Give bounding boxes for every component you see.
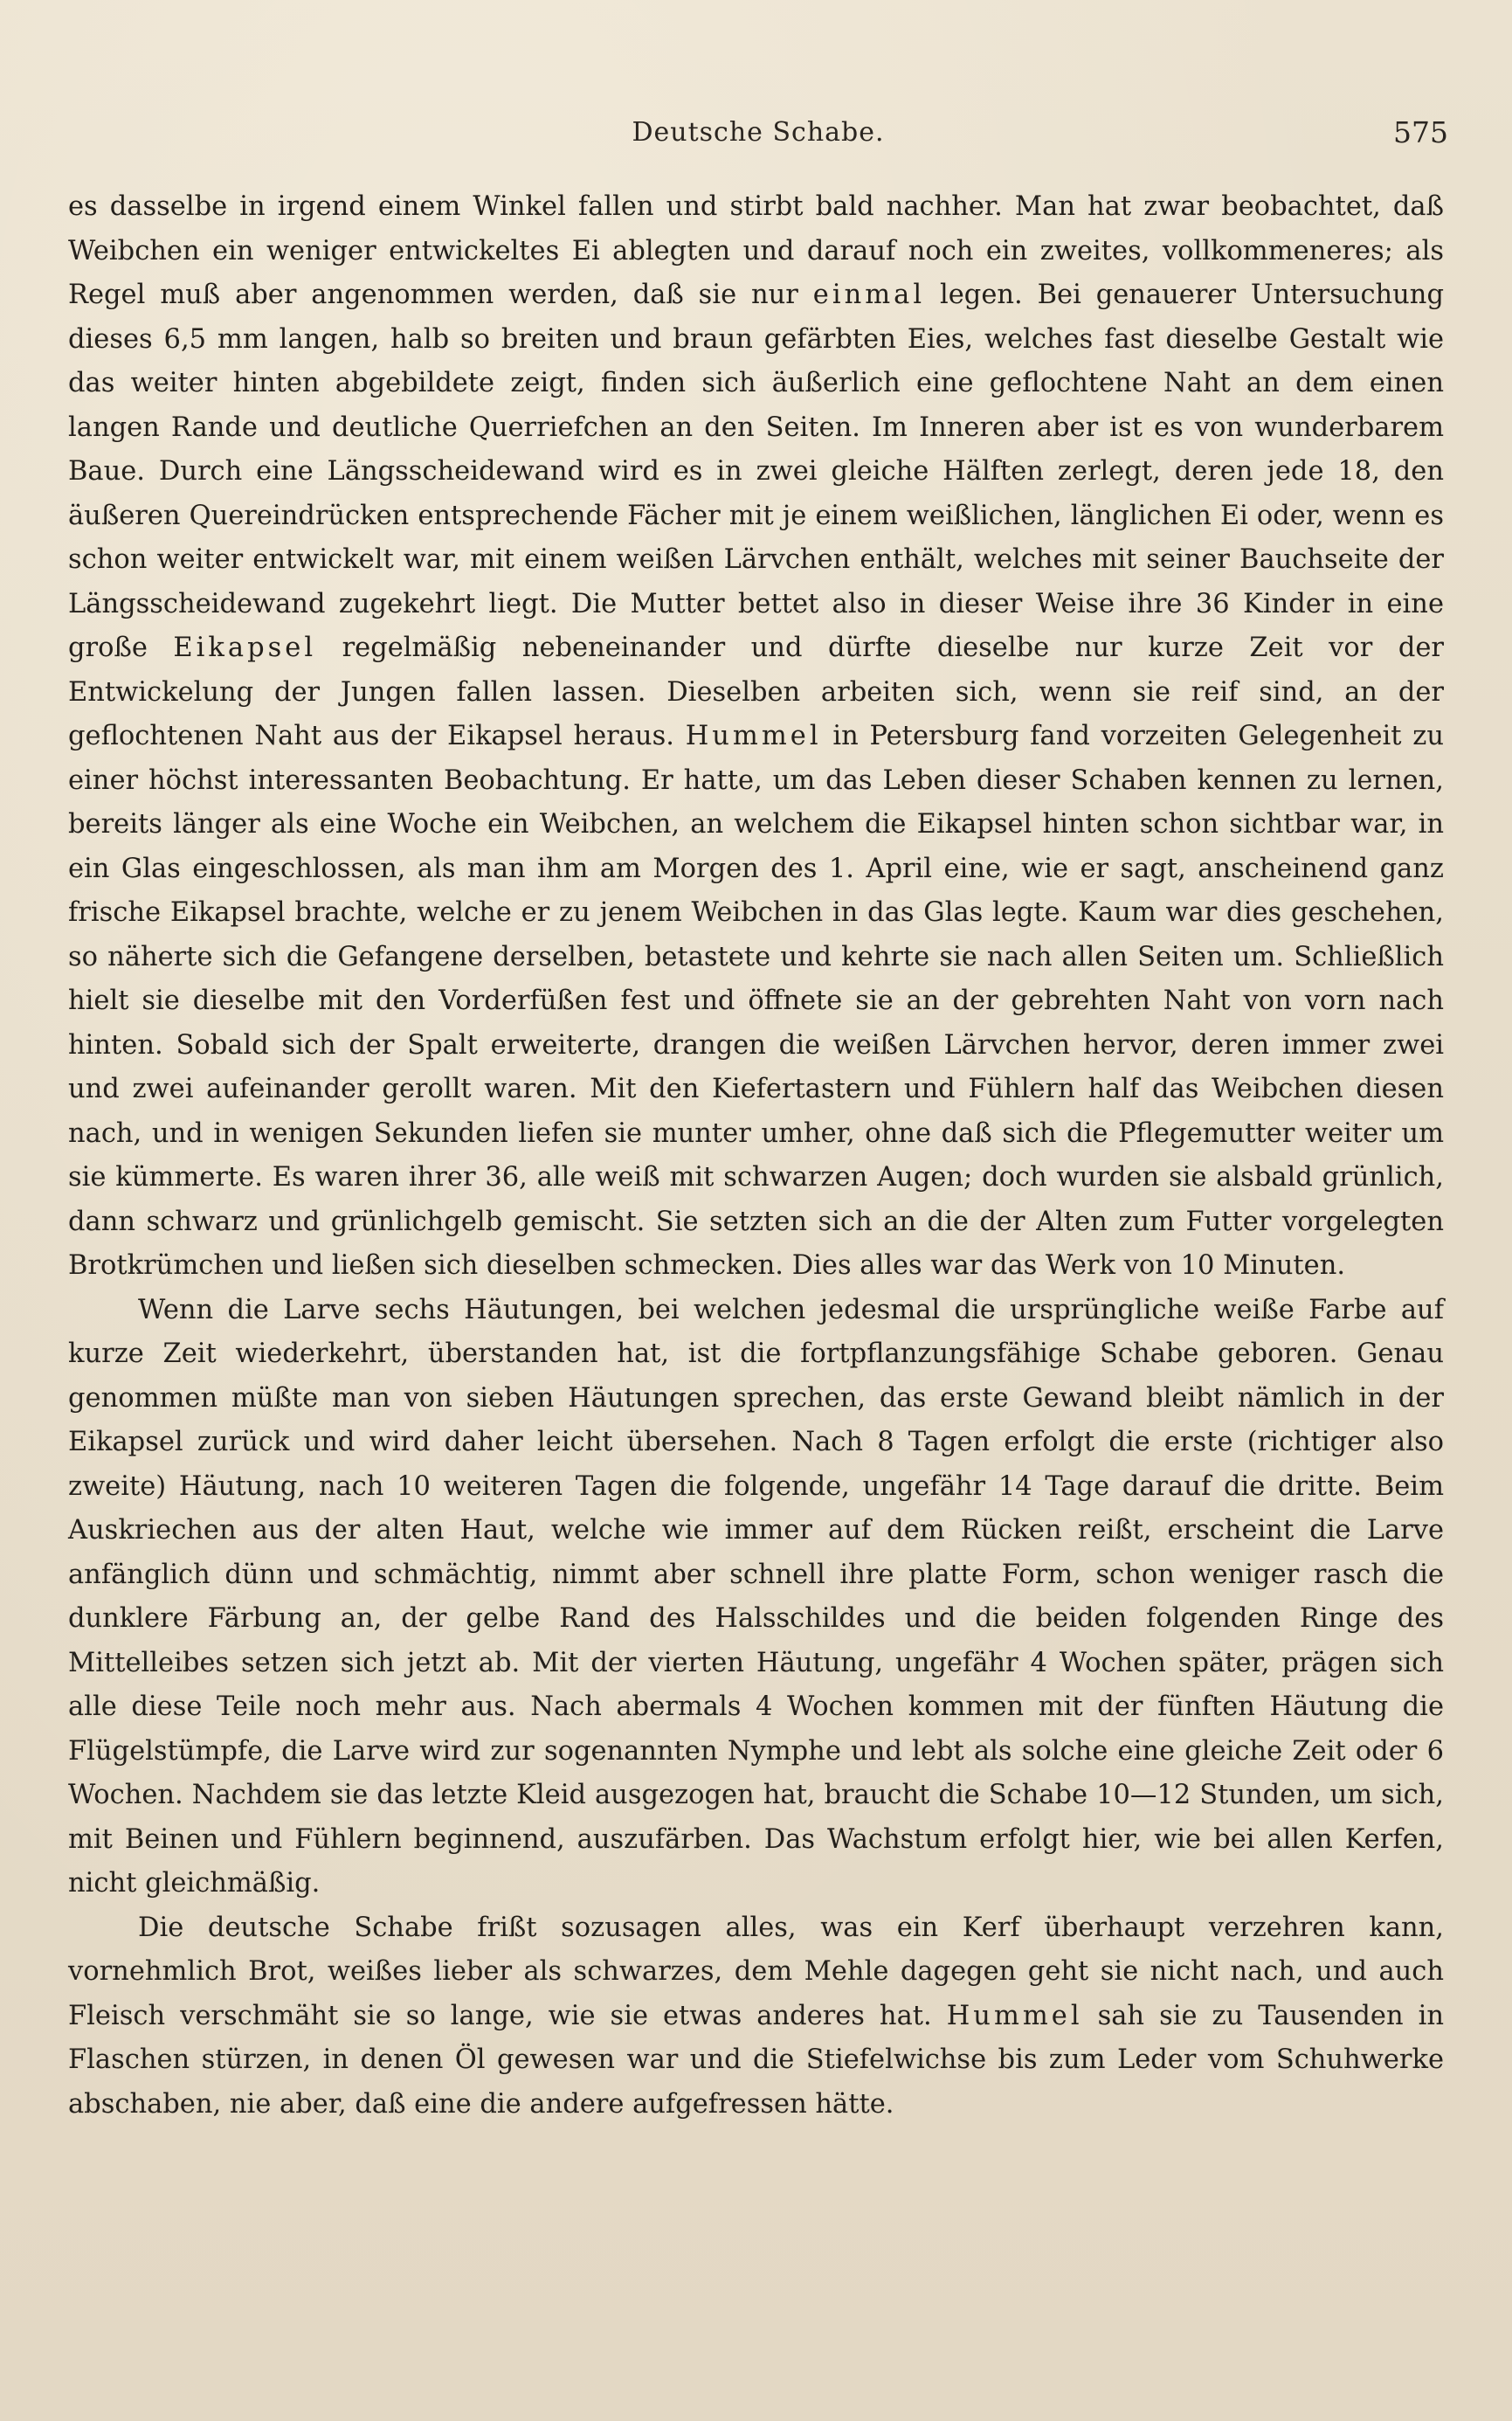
text-run: regelmäßig nebeneinander und dürfte dieselbe nur kurze Zeit vor der Entwickelung der Jungen fallen lassen. Dieselben arbeiten sich, wenn sie reif sind, an der geflochtenen Naht aus der Eikapsel heraus.: [68, 633, 1444, 751]
running-title: Deutsche Schabe.: [632, 117, 885, 148]
paragraph-1: [68, 185, 1444, 1289]
body-text: [68, 185, 1444, 2127]
paragraph-3: [68, 1906, 1444, 2127]
page-number: 575: [1393, 115, 1448, 149]
emphasized-text: Hummel: [685, 721, 822, 751]
paragraph-2: [68, 1289, 1444, 1906]
text-run: Wenn die Larve sechs Häutungen, bei welchen jedesmal die ursprüngliche weiße Farbe auf kurze Zeit wiederkehrt, überstanden hat, ist die fortpflanzungsfähige Schabe geboren. Genau genommen müßte man von sieben Häutungen sprechen, das erste Gewand bleibt nämlich in der Eikapsel zurück und wird daher leicht übersehen. Nach 8 Tagen erfolgt die erste (richtiger also zweite) Häutung, nach 10 weiteren Tagen die folgende, ungefähr 14 Tage darauf die dritte. Beim Auskriechen aus der alten Haut, welche wie immer auf dem Rücken reißt, erscheint die Larve anfänglich dünn und schmächtig, nimmt aber schnell ihre platte Form, schon weniger rasch die dunklere Färbung an, der gelbe Rand des Halsschildes und die beiden folgenden Ringe des Mittelleibes setzen sich jetzt ab. Mit der vierten Häutung, ungefähr 4 Wochen später, prägen sich alle diese Teile noch mehr aus. Nach abermals 4 Wochen kommen mit der fünften Häutung die Flügelstümpfe, die Larve wird zur sogenannten Nymphe und lebt als solche eine gleiche Zeit oder 6 Wochen. Nachdem sie das letzte Kleid ausgezogen hat, braucht die Schabe 10—12 Stunden, um sich, mit Beinen und Fühlern beginnend, auszufärben. Das Wachstum erfolgt hier, wie bei allen Kerfen, nicht gleichmäßig.: [68, 1294, 1444, 1899]
page-header: [68, 112, 1448, 156]
text-run: es dasselbe in irgend einem Winkel fallen und stirbt bald nachher. Man hat zwar beobachtet, daß Weibchen ein weniger entwickeltes Ei ablegten und darauf noch ein zweites, vollkommeneres; als Regel muß aber angenommen werden, daß sie nur: [68, 191, 1444, 310]
emphasized-text: einmal: [812, 280, 926, 310]
emphasized-text: Eikapsel: [173, 633, 317, 663]
emphasized-text: Hummel: [946, 2000, 1083, 2031]
text-run: sah sie zu Tausenden in Flaschen stürzen, in denen Öl gewesen war und die Stiefelwichse bis zum Leder vom Schuhwerke abschaben, nie aber, daß eine die andere aufgefressen hätte.: [68, 2000, 1444, 2120]
text-run: legen. Bei genauerer Untersuchung dieses 6,5 mm langen, halb so breiten und braun gefärbten Eies, welches fast dieselbe Gestalt wie das weiter hinten abgebildete zeigt, finden sich äußerlich eine geflochtene Naht an dem einen langen Rande und deutliche Querriefchen an den Seiten. Im Inneren aber ist es von wunderbarem Baue. Durch eine Längsscheidewand wird es in zwei gleiche Hälften zerlegt, deren jede 18, den äußeren Quereindrücken entsprechende Fächer mit je einem weißlichen, länglichen Ei oder, wenn es schon weiter entwickelt war, mit einem weißen Lärvchen enthält, welches mit seiner Bauchseite der Längsscheidewand zugekehrt liegt. Die Mutter bettet also in dieser Weise ihre 36 Kinder in eine große: [68, 280, 1444, 663]
text-run: in Petersburg fand vorzeiten Gelegenheit zu einer höchst interessanten Beobachtung. Er hatte, um das Leben dieser Schaben kennen zu lernen, bereits länger als eine Woche ein Weibchen, an welchem die Eikapsel hinten schon sichtbar war, in ein Glas eingeschlossen, als man ihm am Morgen des 1. April eine, wie er sagt, anscheinend ganz frische Eikapsel brachte, welche er zu jenem Weibchen in das Glas legte. Kaum war dies geschehen, so näherte sich die Gefangene derselben, betastete und kehrte sie nach allen Seiten um. Schließlich hielt sie dieselbe mit den Vorderfüßen fest und öffnete sie an der gebrehten Naht von vorn nach hinten. Sobald sich der Spalt erweiterte, drangen die weißen Lärvchen hervor, deren immer zwei und zwei aufeinander gerollt waren. Mit den Kiefertastern und Fühlern half das Weibchen diesen nach, und in wenigen Sekunden liefen sie munter umher, ohne daß sich die Pflegemutter weiter um sie kümmerte. Es waren ihrer 36, alle weiß mit schwarzen Augen; doch wurden sie alsbald grünlich, dann schwarz und grünlichgelb gemischt. Sie setzten sich an die der Alten zum Futter vorgelegten Brotkrümchen und ließen sich dieselben schmecken. Dies alles war das Werk von 10 Minuten.: [68, 721, 1444, 1281]
text-run: Die deutsche Schabe frißt sozusagen alles, was ein Kerf überhaupt verzehren kann, vornehmlich Brot, weißes lieber als schwarzes, dem Mehle dagegen geht sie nicht nach, und auch Fleisch verschmäht sie so lange, wie sie etwas anderes hat.: [68, 1912, 1444, 2031]
